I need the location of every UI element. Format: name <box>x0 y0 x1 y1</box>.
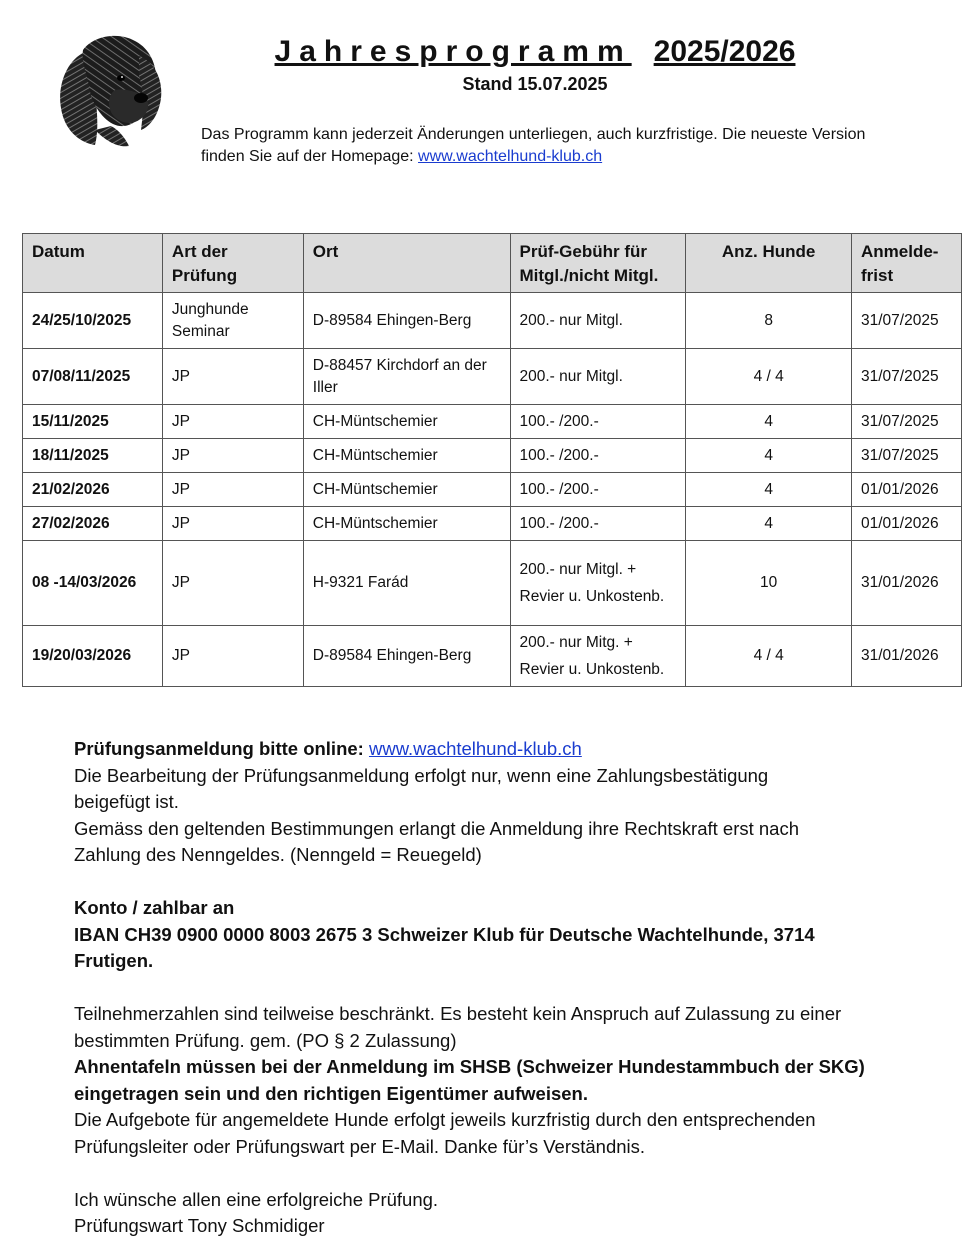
pedigree-note-line-2: eingetragen sein und den richtigen Eigentümer aufweisen. <box>74 1082 588 1104</box>
cell-ort: D-89584 Ehingen-Berg <box>303 626 510 687</box>
cell-ort: CH-Müntschemier <box>303 507 510 541</box>
cell-frist: 01/01/2026 <box>852 507 962 541</box>
cell-art: JP <box>162 507 303 541</box>
cell-anz-hunde: 4 <box>686 473 852 507</box>
cell-art: JP <box>162 405 303 439</box>
intro-text <box>201 124 921 168</box>
cell-ort: CH-Müntschemier <box>303 405 510 439</box>
iban-line-2: Frutigen. <box>74 950 154 971</box>
table-row <box>23 541 962 626</box>
stand-date: Stand 15.07.2025 <box>462 74 608 94</box>
cell-datum: 21/02/2026 <box>23 473 163 507</box>
cell-ort: H-9321 Farád <box>303 541 510 626</box>
title-year: 2025/2026 <box>653 35 796 68</box>
intro-line-1: Das Programm kann jederzeit Änderungen unterliegen, auch kurzfristige. Die neueste Version <box>201 126 866 143</box>
cell-gebuehr: 200.- nur Mitgl. + Revier u. Unkostenb. <box>510 541 686 626</box>
cell-ort: CH-Müntschemier <box>303 473 510 507</box>
header-datum: Datum <box>23 234 163 293</box>
cell-art: Junghunde Seminar <box>162 293 303 349</box>
cell-frist: 31/07/2025 <box>852 439 962 473</box>
legal-note-line-1: Gemäss den geltenden Bestimmungen erlangt die Anmeldung ihre Rechtskraft erst nach <box>74 817 799 839</box>
cell-frist: 31/07/2025 <box>852 293 962 349</box>
title-word: Jahresprogramm <box>274 35 632 68</box>
cell-frist: 31/07/2025 <box>852 349 962 405</box>
cell-art: JP <box>162 349 303 405</box>
intro-line-2 <box>201 146 921 168</box>
cell-frist: 31/07/2025 <box>852 405 962 439</box>
table-header-row <box>23 234 962 293</box>
participants-note-line-1: Teilnehmerzahlen sind teilweise beschränkt. Es besteht kein Anspruch auf Zulassung zu einer <box>74 1003 842 1024</box>
payment-note-line-2: beigefügt ist. <box>74 791 179 812</box>
header-ort: Ort <box>303 234 510 293</box>
summons-note-line-1: Die Aufgebote für angemeldete Hunde erfolgt jeweils kurzfristig durch den entsprechenden <box>74 1109 816 1130</box>
cell-anz-hunde: 4 <box>686 405 852 439</box>
summons-note-line-2: Prüfungsleiter oder Prüfungswart per E-Mail. Danke für’s Verständnis. <box>74 1135 646 1157</box>
cell-datum: 19/20/03/2026 <box>23 626 163 687</box>
cell-anz-hunde: 4 <box>686 439 852 473</box>
cell-anz-hunde: 4 / 4 <box>686 349 852 405</box>
cell-datum: 27/02/2026 <box>23 507 163 541</box>
cell-ort: D-89584 Ehingen-Berg <box>303 293 510 349</box>
cell-datum: 18/11/2025 <box>23 439 163 473</box>
pedigree-note-line-1: Ahnentafeln müssen bei der Anmeldung im SHSB (Schweizer Hundestammbuch der SKG) <box>74 1056 865 1077</box>
cell-gebuehr: 100.- /200.- <box>510 405 686 439</box>
table-row <box>23 293 962 349</box>
anmeldung-label: Prüfungsanmeldung bitte online: <box>74 738 369 759</box>
cell-gebuehr: 100.- /200.- <box>510 473 686 507</box>
cell-ort: CH-Müntschemier <box>303 439 510 473</box>
table-row <box>23 507 962 541</box>
cell-datum: 24/25/10/2025 <box>23 293 163 349</box>
iban-line-1: IBAN CH39 0900 0000 8003 2675 3 Schweizer Klub für Deutsche Wachtelhunde, 3714 <box>74 923 815 945</box>
table-row <box>23 405 962 439</box>
konto-title: Konto / zahlbar an <box>74 897 235 918</box>
cell-gebuehr: 100.- /200.- <box>510 439 686 473</box>
header-anmeldefrist: Anmelde- frist <box>852 234 962 293</box>
table-row <box>23 439 962 473</box>
cell-frist: 31/01/2026 <box>852 626 962 687</box>
payment-note-line-1: Die Bearbeitung der Prüfungsanmeldung erfolgt nur, wenn eine Zahlungsbestätigung <box>74 764 769 786</box>
signature-line: Prüfungswart Tony Schmidiger <box>74 1215 325 1236</box>
cell-datum: 15/11/2025 <box>23 405 163 439</box>
cell-art: JP <box>162 473 303 507</box>
cell-anz-hunde: 4 <box>686 507 852 541</box>
intro-line-2-prefix: finden Sie auf der Homepage: <box>201 148 419 165</box>
dog-head-logo <box>55 30 165 152</box>
cell-gebuehr: 200.- nur Mitg. + Revier u. Unkostenb. <box>510 626 686 687</box>
legal-note-line-2: Zahlung des Nenngeldes. (Nenngeld = Reuegeld) <box>74 844 482 865</box>
closing-line: Ich wünsche allen eine erfolgreiche Prüfung. <box>74 1188 439 1210</box>
anmeldung-link[interactable]: www.wachtelhund-klub.ch <box>368 738 582 759</box>
cell-art: JP <box>162 626 303 687</box>
page-title <box>200 34 870 70</box>
cell-gebuehr: 200.- nur Mitgl. <box>510 349 686 405</box>
program-table <box>22 233 962 687</box>
cell-anz-hunde: 10 <box>686 541 852 626</box>
info-section <box>74 736 934 1240</box>
header-anz-hunde: Anz. Hunde <box>686 234 852 293</box>
homepage-link[interactable]: www.wachtelhund-klub.ch <box>418 148 603 165</box>
cell-frist: 01/01/2026 <box>852 473 962 507</box>
table-row <box>23 349 962 405</box>
cell-art: JP <box>162 439 303 473</box>
cell-ort: D-88457 Kirchdorf an der Iller <box>303 349 510 405</box>
cell-gebuehr: 200.- nur Mitgl. <box>510 293 686 349</box>
participants-note-line-2: bestimmten Prüfung. gem. (PO § 2 Zulassung) <box>74 1029 457 1051</box>
table-row <box>23 473 962 507</box>
header-art: Art der Prüfung <box>162 234 303 293</box>
header-gebuehr: Prüf-Gebühr für Mitgl./nicht Mitgl. <box>510 234 686 293</box>
cell-anz-hunde: 4 / 4 <box>686 626 852 687</box>
cell-datum: 08 -14/03/2026 <box>23 541 163 626</box>
table-row <box>23 626 962 687</box>
cell-frist: 31/01/2026 <box>852 541 962 626</box>
cell-datum: 07/08/11/2025 <box>23 349 163 405</box>
cell-anz-hunde: 8 <box>686 293 852 349</box>
cell-gebuehr: 100.- /200.- <box>510 507 686 541</box>
cell-art: JP <box>162 541 303 626</box>
anmeldung-line <box>74 736 934 763</box>
